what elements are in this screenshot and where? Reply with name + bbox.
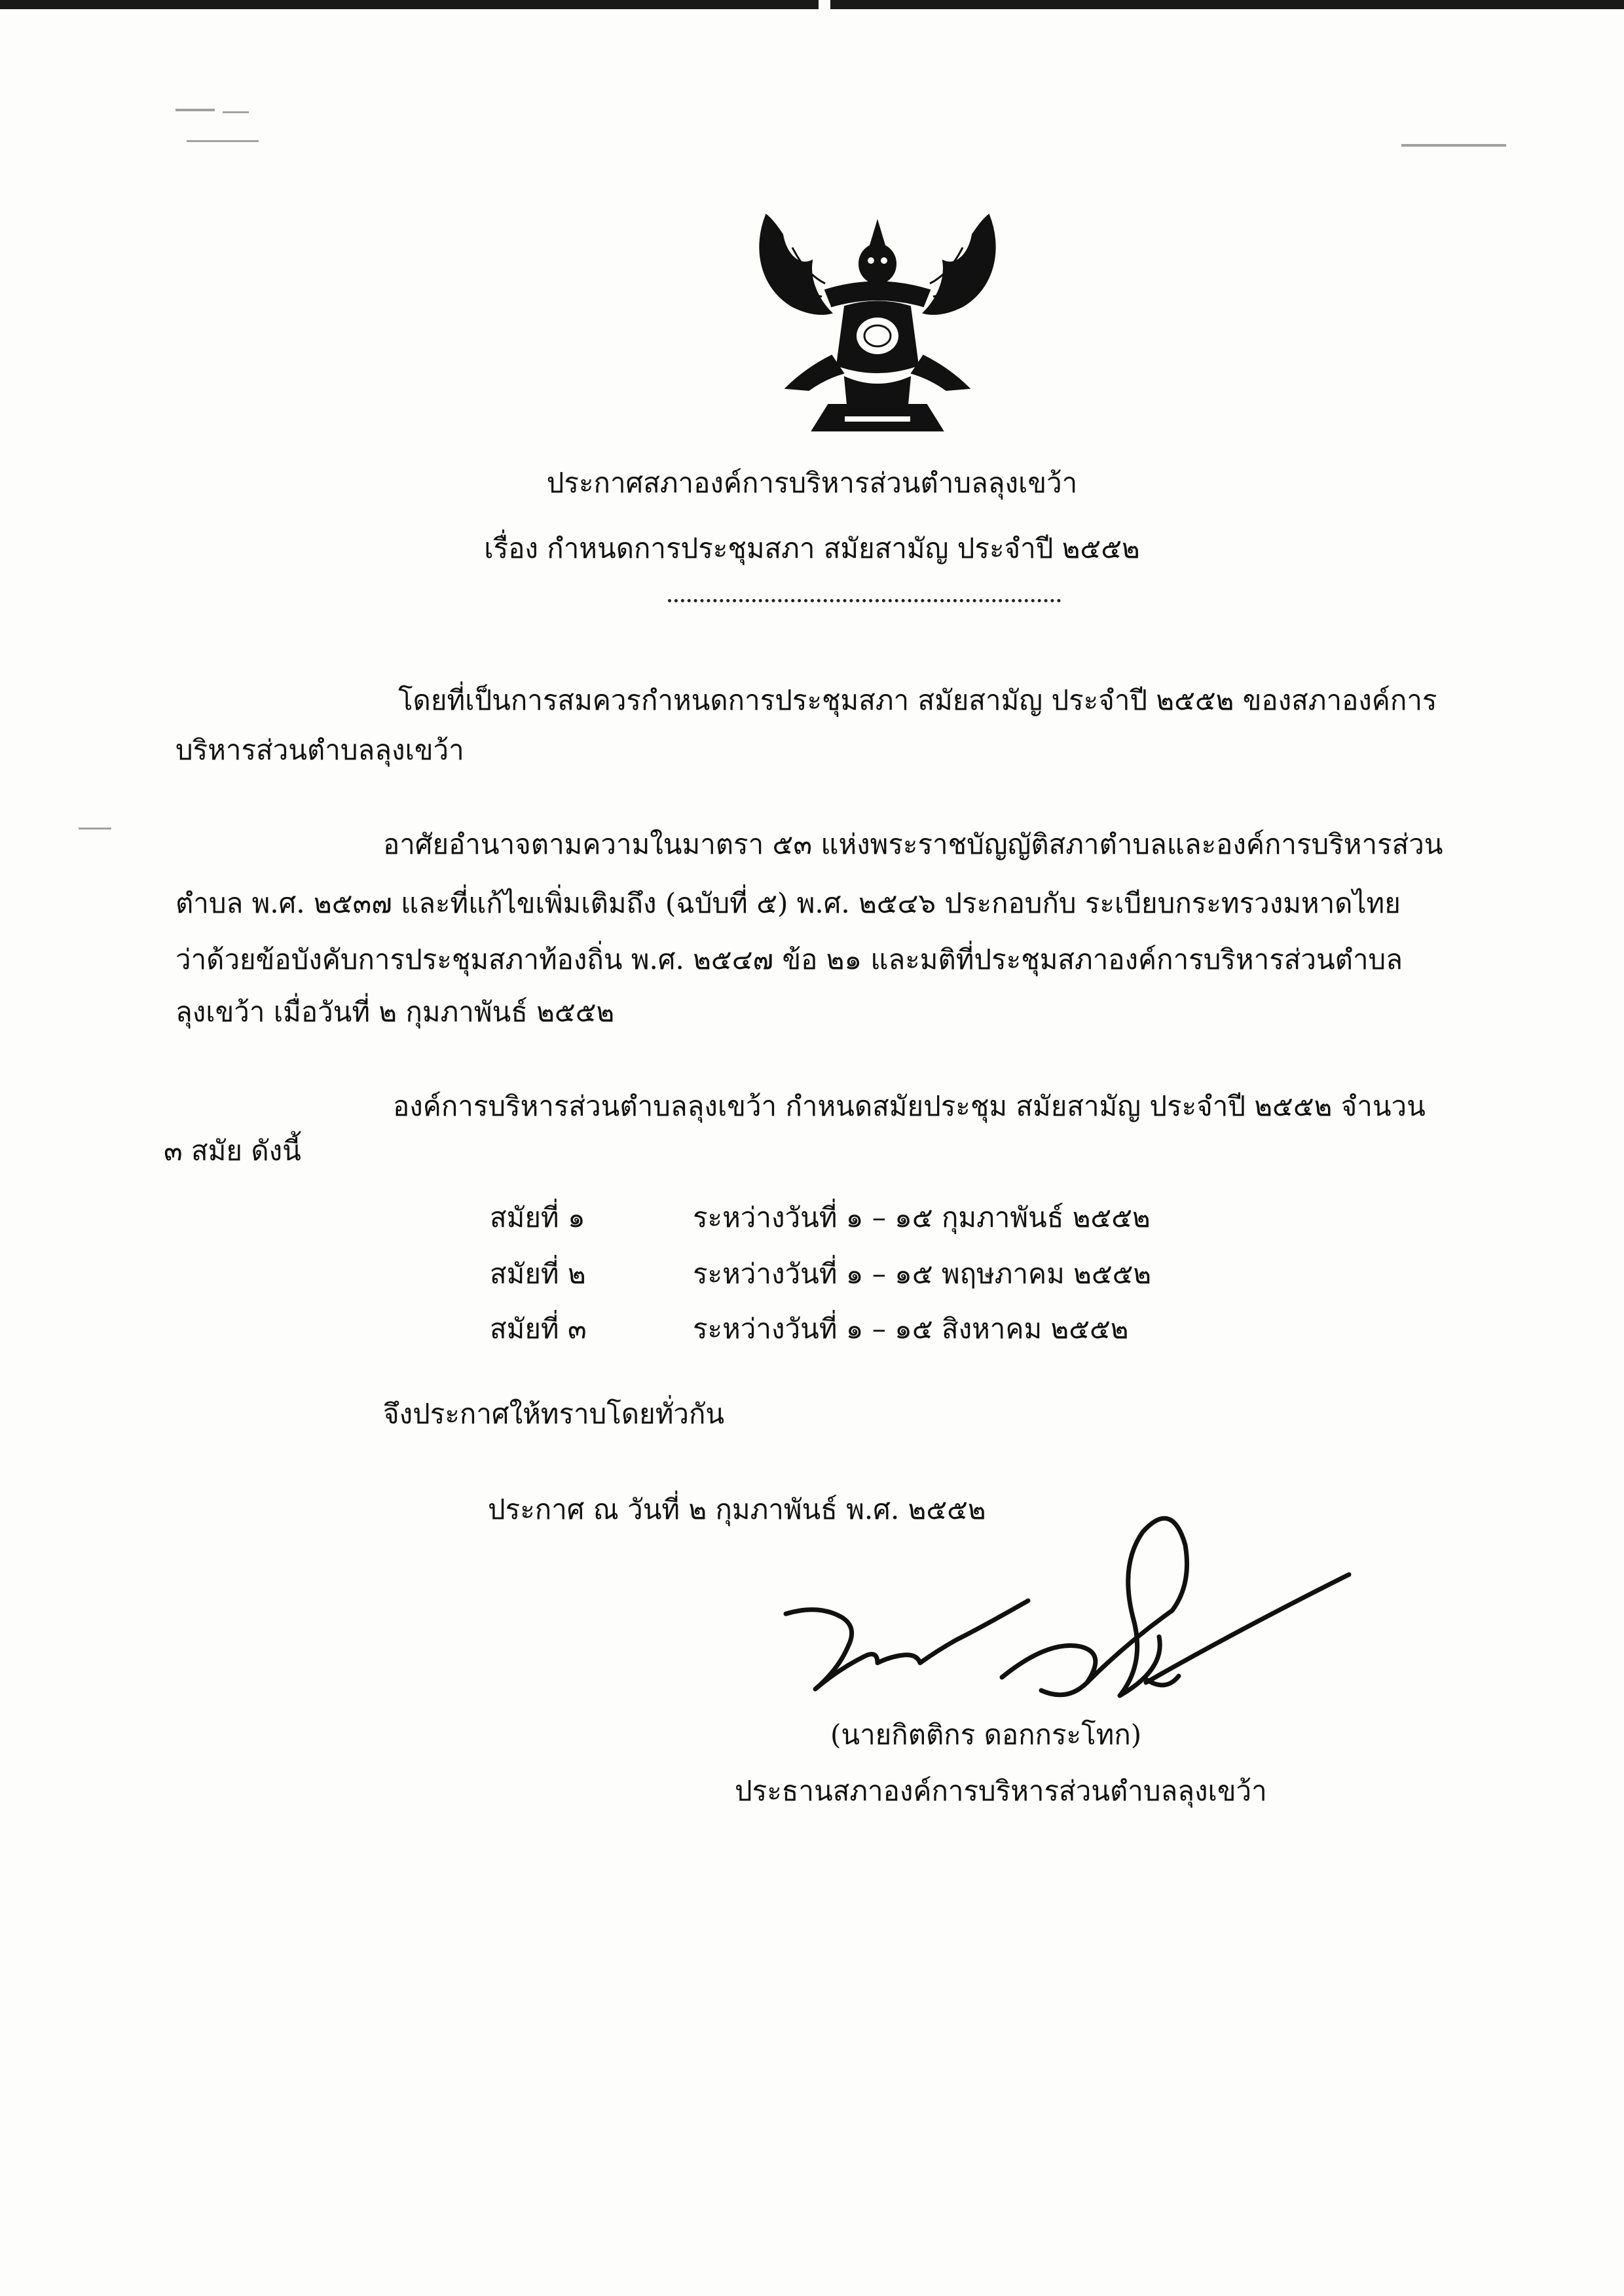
scan-edge	[0, 0, 1624, 9]
signatory-position: ประธานสภาองค์การบริหารส่วนตำบลลุงเขว้า	[735, 1775, 1267, 1807]
paragraph-3-line: องค์การบริหารส่วนตำบลลุงเขว้า กำหนดสมัยประชุม สมัยสามัญ ประจำปี ๒๕๕๒ จำนวน	[393, 1090, 1426, 1122]
title-separator	[668, 599, 1061, 602]
paragraph-1-line: บริหารส่วนตำบลลุงเขว้า	[175, 734, 464, 766]
paragraph-2-line: ว่าด้วยข้อบังคับการประชุมสภาท้องถิ่น พ.ศ. ๒๕๔๗ ข้อ ๒๑ และมติที่ประชุมสภาองค์การบริหารส่วนตำบล	[175, 943, 1403, 975]
scan-mark	[175, 109, 215, 111]
announcement-title: ประกาศสภาองค์การบริหารส่วนตำบลลุงเขว้า	[546, 467, 1078, 499]
paragraph-2-line: ตำบล พ.ศ. ๒๕๓๗ และที่แก้ไขเพิ่มเติมถึง (ฉบับที่ ๕) พ.ศ. ๒๕๔๖ ประกอบกับ ระเบียบกระทรวงมหาดไทย	[175, 887, 1401, 919]
scan-mark	[187, 140, 259, 142]
announcement-date: ประกาศ ณ วันที่ ๒ กุมภาพันธ์ พ.ศ. ๒๕๕๒	[488, 1493, 986, 1525]
schedule-term: สมัยที่ ๒	[490, 1258, 586, 1290]
paragraph-3-line: ๓ สมัย ดังนี้	[164, 1135, 301, 1167]
scan-edge-gap	[819, 0, 830, 9]
scan-mark	[1401, 144, 1506, 147]
schedule-period: ระหว่างวันที่ ๑ – ๑๕ กุมภาพันธ์ ๒๕๕๒	[693, 1201, 1151, 1233]
paragraph-1-line: โดยที่เป็นการสมควรกำหนดการประชุมสภา สมัยสามัญ ประจำปี ๒๕๕๒ ของสภาองค์การ	[398, 684, 1437, 716]
schedule-term: สมัยที่ ๓	[490, 1313, 587, 1345]
announcement-subject: เรื่อง กำหนดการประชุมสภา สมัยสามัญ ประจำปี ๒๕๕๒	[484, 532, 1140, 564]
signatory-name: (นายกิตติกร ดอกกระโทก)	[830, 1719, 1142, 1751]
paragraph-2-line: อาศัยอำนาจตามความในมาตรา ๕๓ แห่งพระราชบัญญัติสภาตำบลและองค์การบริหารส่วน	[383, 828, 1443, 860]
schedule-row	[490, 1254, 1151, 1294]
closing-statement: จึงประกาศให้ทราบโดยทั่วกัน	[383, 1398, 725, 1430]
garuda-emblem-icon	[747, 208, 1008, 437]
schedule-period: ระหว่างวันที่ ๑ – ๑๕ สิงหาคม ๒๕๕๒	[693, 1313, 1129, 1345]
paragraph-2-line: ลุงเขว้า เมื่อวันที่ ๒ กุมภาพันธ์ ๒๕๕๒	[175, 996, 615, 1028]
schedule-row	[490, 1309, 1128, 1349]
schedule-period: ระหว่างวันที่ ๑ – ๑๕ พฤษภาคม ๒๕๕๒	[693, 1258, 1152, 1290]
schedule-row	[490, 1198, 1151, 1237]
scan-mark	[223, 111, 249, 113]
schedule-term: สมัยที่ ๑	[490, 1201, 585, 1233]
scan-mark	[79, 828, 111, 829]
